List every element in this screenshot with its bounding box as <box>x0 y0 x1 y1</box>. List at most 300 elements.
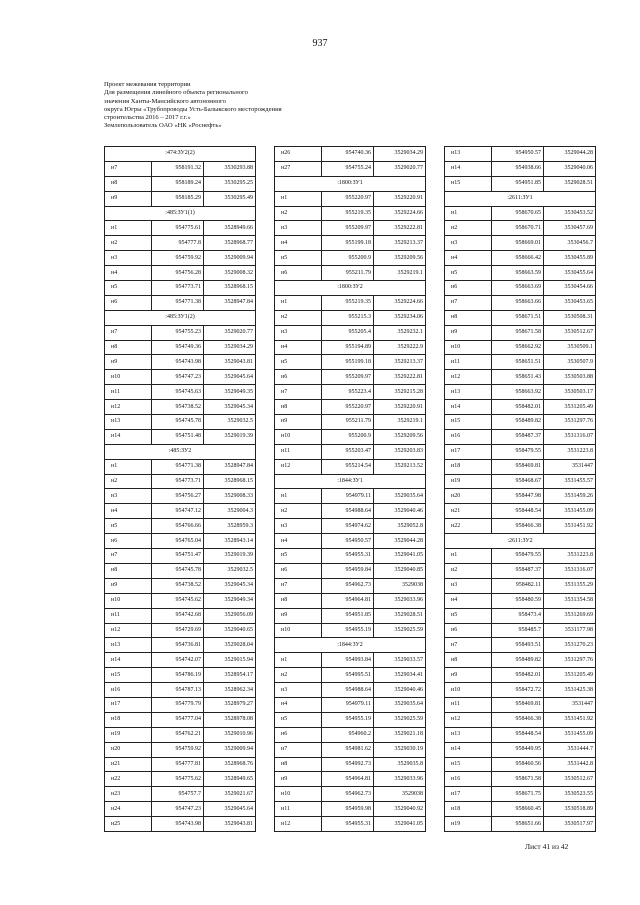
coord-x: 954742.07 <box>152 653 204 668</box>
point-id: н3 <box>275 325 322 340</box>
coord-y: 3529025.59 <box>374 623 426 638</box>
coord-x: 954751.47 <box>152 549 204 564</box>
point-id: н4 <box>445 251 492 266</box>
coord-y: 3529020.77 <box>204 325 256 340</box>
coord-y: 3531459.26 <box>544 489 596 504</box>
coord-y: 3530295.49 <box>204 191 256 206</box>
coord-x: 955219.35 <box>322 295 374 310</box>
header-line: Для размещения линейного объекта регионального <box>104 89 248 97</box>
point-id: н1 <box>105 221 152 236</box>
coord-y: 3531270.23 <box>544 638 596 653</box>
table-row <box>445 817 596 832</box>
table-row <box>275 295 426 310</box>
coord-y: 3530456.7 <box>544 236 596 251</box>
coord-y: 3529019.39 <box>204 429 256 444</box>
coord-y: 3529213.37 <box>374 355 426 370</box>
coord-x: 955209.97 <box>322 370 374 385</box>
coord-x: 954979.11 <box>322 697 374 712</box>
coord-x: 954775.62 <box>152 772 204 787</box>
point-id: н11 <box>275 444 322 459</box>
table-row <box>105 191 256 206</box>
coord-y: 3528968.15 <box>204 281 256 296</box>
coord-x: 958469.81 <box>492 697 544 712</box>
coord-y: 3529032.5 <box>204 563 256 578</box>
table-row <box>445 563 596 578</box>
point-id: н1 <box>445 206 492 221</box>
coord-y: 3529045.34 <box>204 578 256 593</box>
coord-x: 958189.24 <box>152 176 204 191</box>
coord-x: 954743.98 <box>152 817 204 832</box>
coord-y: 3530454.66 <box>544 281 596 296</box>
coord-x: 958460.56 <box>492 757 544 772</box>
point-id: н1 <box>445 549 492 564</box>
coord-y: 3529220.91 <box>374 191 426 206</box>
table-row <box>105 757 256 772</box>
table-row <box>445 787 596 802</box>
table-row <box>445 206 596 221</box>
point-id: н14 <box>445 742 492 757</box>
coord-x: 954951.85 <box>322 608 374 623</box>
point-id: н12 <box>105 400 152 415</box>
table-row <box>275 355 426 370</box>
coord-y: 3529040.46 <box>374 683 426 698</box>
coord-x: 958663.69 <box>492 281 544 296</box>
coord-x: 954960.2 <box>322 727 374 742</box>
coord-x: 954787.13 <box>152 683 204 698</box>
table-row <box>275 266 426 281</box>
coord-x: 958479.55 <box>492 444 544 459</box>
table-row <box>105 325 256 340</box>
coord-y: 3529034.29 <box>204 340 256 355</box>
section-title: :2611:ЗУ2 <box>445 534 596 549</box>
coord-x: 954771.38 <box>152 295 204 310</box>
table-row <box>105 161 256 176</box>
point-id: н22 <box>105 772 152 787</box>
coord-y: 3531297.76 <box>544 415 596 430</box>
table-row <box>275 370 426 385</box>
coord-y: 3529224.66 <box>374 206 426 221</box>
point-id: н7 <box>105 549 152 564</box>
table-row <box>445 593 596 608</box>
coord-x: 954995.51 <box>322 668 374 683</box>
coord-y: 3531444.7 <box>544 742 596 757</box>
section-header-row <box>105 310 256 325</box>
coord-x: 958669.01 <box>492 236 544 251</box>
coord-x: 955209.97 <box>322 221 374 236</box>
coord-x: 958185.29 <box>152 191 204 206</box>
coord-y: 3530503.17 <box>544 385 596 400</box>
point-id: н4 <box>275 534 322 549</box>
coord-y: 3529004.3 <box>204 504 256 519</box>
coord-y: 3531451.92 <box>544 712 596 727</box>
table-row <box>105 355 256 370</box>
coord-x: 954779.79 <box>152 697 204 712</box>
coord-x: 954742.68 <box>152 608 204 623</box>
coord-y: 3530523.55 <box>544 787 596 802</box>
coord-y: 3530517.97 <box>544 817 596 832</box>
coord-x: 958482.01 <box>492 668 544 683</box>
coord-x: 954766.66 <box>152 519 204 534</box>
header-line: значения Ханты-Мансийского автономного <box>104 97 226 105</box>
table-row <box>275 653 426 668</box>
coord-y: 3528968.15 <box>204 474 256 489</box>
point-id: н16 <box>445 772 492 787</box>
table-row <box>445 504 596 519</box>
table-row <box>105 727 256 742</box>
point-id: н15 <box>105 668 152 683</box>
section-header-row <box>105 147 256 162</box>
table-row <box>275 191 426 206</box>
table-row <box>105 370 256 385</box>
point-id: н8 <box>105 340 152 355</box>
table-row <box>275 251 426 266</box>
point-id: н8 <box>105 176 152 191</box>
point-id: н7 <box>445 295 492 310</box>
coord-y: 3530512.67 <box>544 325 596 340</box>
coord-y: 3529040.85 <box>374 563 426 578</box>
point-id: н6 <box>105 295 152 310</box>
table-row <box>275 727 426 742</box>
point-id: н8 <box>105 563 152 578</box>
coord-y: 3531297.76 <box>544 653 596 668</box>
table-row <box>105 742 256 757</box>
table-row <box>275 415 426 430</box>
coord-y: 3530509.1 <box>544 340 596 355</box>
coord-x: 954938.66 <box>492 161 544 176</box>
coord-x: 954773.71 <box>152 281 204 296</box>
table-row <box>445 400 596 415</box>
coord-x: 954777.04 <box>152 712 204 727</box>
point-id: н6 <box>445 623 492 638</box>
point-id: н22 <box>445 519 492 534</box>
coord-y: 3531316.07 <box>544 563 596 578</box>
point-id: н17 <box>445 787 492 802</box>
point-id: н15 <box>445 176 492 191</box>
coord-y: 3529220.91 <box>374 400 426 415</box>
coord-x: 954992.73 <box>322 757 374 772</box>
coord-x: 954964.81 <box>322 772 374 787</box>
coord-x: 958487.37 <box>492 429 544 444</box>
point-id: н14 <box>105 429 152 444</box>
coord-x: 954762.21 <box>152 727 204 742</box>
coord-x: 958663.66 <box>492 295 544 310</box>
point-id: н4 <box>275 340 322 355</box>
coord-x: 954962.73 <box>322 578 374 593</box>
point-id: н11 <box>105 608 152 623</box>
point-id: н2 <box>445 221 492 236</box>
point-id: н1 <box>105 459 152 474</box>
table-row <box>445 578 596 593</box>
point-id: н17 <box>445 444 492 459</box>
point-id: н5 <box>275 355 322 370</box>
coord-x: 954777.81 <box>152 757 204 772</box>
table-row <box>445 802 596 817</box>
point-id: н1 <box>275 653 322 668</box>
point-id: н12 <box>275 817 322 832</box>
coord-x: 955220.97 <box>322 400 374 415</box>
point-id: н10 <box>275 623 322 638</box>
coord-y: 3528947.84 <box>204 295 256 310</box>
point-id: н7 <box>275 578 322 593</box>
section-title: :1844:ЗУ2 <box>275 638 426 653</box>
table-row <box>105 534 256 549</box>
point-id: н6 <box>275 727 322 742</box>
table-row <box>445 325 596 340</box>
point-id: н7 <box>275 742 322 757</box>
table-row <box>105 817 256 832</box>
coord-x: 954974.62 <box>322 519 374 534</box>
point-id: н14 <box>445 161 492 176</box>
coord-y: 3530518.89 <box>544 802 596 817</box>
coord-y: 3529028.51 <box>374 608 426 623</box>
coord-x: 954964.81 <box>322 593 374 608</box>
coord-x: 958448.54 <box>492 504 544 519</box>
coord-x: 954993.84 <box>322 653 374 668</box>
point-id: н3 <box>105 251 152 266</box>
table-row <box>445 668 596 683</box>
coord-y: 3529203.83 <box>374 444 426 459</box>
coord-x: 954740.36 <box>322 147 374 162</box>
section-header-row <box>105 444 256 459</box>
table-row <box>105 772 256 787</box>
coord-x: 958472.72 <box>492 683 544 698</box>
coord-y: 3529045.64 <box>204 802 256 817</box>
table-row <box>445 712 596 727</box>
coord-y: 3531455.09 <box>544 504 596 519</box>
table-row <box>275 787 426 802</box>
point-id: н11 <box>105 385 152 400</box>
coord-x: 958480.59 <box>492 593 544 608</box>
coord-x: 958670.71 <box>492 221 544 236</box>
table-row <box>445 697 596 712</box>
point-id: н13 <box>445 727 492 742</box>
coord-y: 3531269.69 <box>544 608 596 623</box>
point-id: н11 <box>445 355 492 370</box>
coord-x: 954950.57 <box>322 534 374 549</box>
table-row <box>445 727 596 742</box>
point-id: н10 <box>275 429 322 444</box>
table-row <box>445 489 596 504</box>
point-id: н5 <box>275 712 322 727</box>
point-id: н10 <box>275 787 322 802</box>
point-id: н8 <box>445 310 492 325</box>
point-id: н21 <box>105 757 152 772</box>
coord-y: 3529041.05 <box>374 817 426 832</box>
coord-y: 3529034.29 <box>374 147 426 162</box>
coord-x: 954757.7 <box>152 787 204 802</box>
point-id: н5 <box>275 251 322 266</box>
coord-x: 958663.59 <box>492 266 544 281</box>
coord-y: 3531425.38 <box>544 683 596 698</box>
section-header-row <box>105 206 256 221</box>
point-id: н7 <box>275 385 322 400</box>
table-row <box>275 147 426 162</box>
point-id: н14 <box>105 653 152 668</box>
coord-y: 3531447 <box>544 459 596 474</box>
point-id: н9 <box>275 772 322 787</box>
table-row <box>275 802 426 817</box>
point-id: н3 <box>275 683 322 698</box>
coord-x: 954747.23 <box>152 370 204 385</box>
coord-x: 958448.54 <box>492 727 544 742</box>
coord-y: 3531205.49 <box>544 668 596 683</box>
coord-y: 3529035.64 <box>374 697 426 712</box>
table-row <box>105 519 256 534</box>
table-row <box>105 459 256 474</box>
point-id: н10 <box>105 593 152 608</box>
table-row <box>445 757 596 772</box>
section-title: :1800:ЗУ1 <box>275 176 426 191</box>
point-id: н19 <box>105 727 152 742</box>
point-id: н18 <box>445 459 492 474</box>
coord-y: 3529040.65 <box>204 623 256 638</box>
point-id: н11 <box>275 802 322 817</box>
coord-y: 3531447 <box>544 697 596 712</box>
table-row <box>105 563 256 578</box>
table-row <box>445 295 596 310</box>
coord-x: 955220.97 <box>322 191 374 206</box>
coord-x: 955194.89 <box>322 340 374 355</box>
coord-x: 958489.82 <box>492 415 544 430</box>
coord-x: 955219.35 <box>322 206 374 221</box>
point-id: н4 <box>275 697 322 712</box>
coord-y: 3530507.9 <box>544 355 596 370</box>
point-id: н8 <box>445 653 492 668</box>
coord-x: 954738.52 <box>152 578 204 593</box>
table-row <box>445 415 596 430</box>
table-row <box>105 653 256 668</box>
table-row <box>105 400 256 415</box>
coord-y: 3529043.81 <box>204 355 256 370</box>
coord-x: 954756.28 <box>152 266 204 281</box>
point-id: н4 <box>105 266 152 281</box>
table-row <box>105 802 256 817</box>
table-row <box>105 549 256 564</box>
coord-y: 3529219.1 <box>374 415 426 430</box>
coord-x: 954988.64 <box>322 504 374 519</box>
table-row <box>275 459 426 474</box>
coord-x: 958671.75 <box>492 787 544 802</box>
point-id: н3 <box>275 519 322 534</box>
coord-y: 3529038 <box>374 787 426 802</box>
point-id: н2 <box>445 563 492 578</box>
point-id: н6 <box>445 281 492 296</box>
table-row <box>275 772 426 787</box>
coord-x: 954747.12 <box>152 504 204 519</box>
point-id: н8 <box>275 593 322 608</box>
coord-y: 3529033.96 <box>374 593 426 608</box>
table-row <box>105 623 256 638</box>
point-id: н4 <box>445 593 492 608</box>
coord-y: 3528962.34 <box>204 683 256 698</box>
coord-y: 3529044.28 <box>374 534 426 549</box>
document-header <box>104 81 434 131</box>
coord-y: 3529209.56 <box>374 429 426 444</box>
coord-y: 3531451.92 <box>544 519 596 534</box>
coord-x: 958466.38 <box>492 519 544 534</box>
table-row <box>105 281 256 296</box>
point-id: н12 <box>445 712 492 727</box>
table-row <box>105 608 256 623</box>
section-title: :485:ЗУ2 <box>105 444 256 459</box>
coord-x: 958468.67 <box>492 474 544 489</box>
coord-y: 3530457.69 <box>544 221 596 236</box>
coord-y: 3529043.81 <box>204 817 256 832</box>
coord-y: 3531455.57 <box>544 474 596 489</box>
point-id: н2 <box>105 236 152 251</box>
coord-x: 958449.95 <box>492 742 544 757</box>
point-id: н2 <box>275 310 322 325</box>
coord-y: 3529032.5 <box>204 415 256 430</box>
section-title: :1800:ЗУ2 <box>275 281 426 296</box>
point-id: н7 <box>445 638 492 653</box>
header-line: строительства 2016 – 2017 г.г.» <box>104 114 191 122</box>
coord-x: 958482.11 <box>492 578 544 593</box>
coord-y: 3530503.88 <box>544 370 596 385</box>
table-row <box>105 474 256 489</box>
table-row <box>445 385 596 400</box>
coord-y: 3528947.84 <box>204 459 256 474</box>
point-id: н12 <box>275 459 322 474</box>
point-id: н2 <box>275 668 322 683</box>
point-id: н1 <box>275 191 322 206</box>
coord-y: 3529038 <box>374 578 426 593</box>
section-title: :485:ЗУ1(2) <box>105 310 256 325</box>
coord-x: 958651.66 <box>492 817 544 832</box>
table-row <box>275 668 426 683</box>
coord-x: 958487.37 <box>492 563 544 578</box>
header-line: округа Югры «Трубопроводы Усть-Балыкского месторождения <box>104 105 282 113</box>
point-id: н20 <box>105 742 152 757</box>
coord-x: 955211.79 <box>322 415 374 430</box>
point-id: н13 <box>445 385 492 400</box>
coord-x: 954959.98 <box>322 802 374 817</box>
coord-x: 954777.8 <box>152 236 204 251</box>
coord-x: 954988.64 <box>322 683 374 698</box>
coord-y: 3530455.64 <box>544 266 596 281</box>
point-id: н4 <box>275 236 322 251</box>
coord-y: 3529019.39 <box>204 549 256 564</box>
coord-x: 954765.04 <box>152 534 204 549</box>
point-id: н1 <box>275 489 322 504</box>
table-row <box>105 266 256 281</box>
point-id: н2 <box>275 206 322 221</box>
table-row <box>105 415 256 430</box>
coord-x: 954981.62 <box>322 742 374 757</box>
section-header-row <box>275 176 426 191</box>
coord-x: 954962.73 <box>322 787 374 802</box>
section-header-row <box>275 474 426 489</box>
coord-y: 3529209.56 <box>374 251 426 266</box>
table-row <box>105 489 256 504</box>
coord-y: 3528959.3 <box>204 519 256 534</box>
point-id: н13 <box>445 147 492 162</box>
coordinates-table-column-3 <box>444 146 596 832</box>
table-row <box>105 236 256 251</box>
table-row <box>275 563 426 578</box>
coord-x: 954736.81 <box>152 638 204 653</box>
coord-y: 3529028.04 <box>204 638 256 653</box>
coord-y: 3528978.08 <box>204 712 256 727</box>
table-row <box>275 340 426 355</box>
header-line: Землепользователь ОАО «НК «Роснефть» <box>104 122 222 130</box>
table-row <box>445 653 596 668</box>
table-row <box>275 161 426 176</box>
table-row <box>105 593 256 608</box>
coord-y: 3529044.28 <box>544 147 596 162</box>
table-row <box>445 474 596 489</box>
coord-y: 3528943.14 <box>204 534 256 549</box>
